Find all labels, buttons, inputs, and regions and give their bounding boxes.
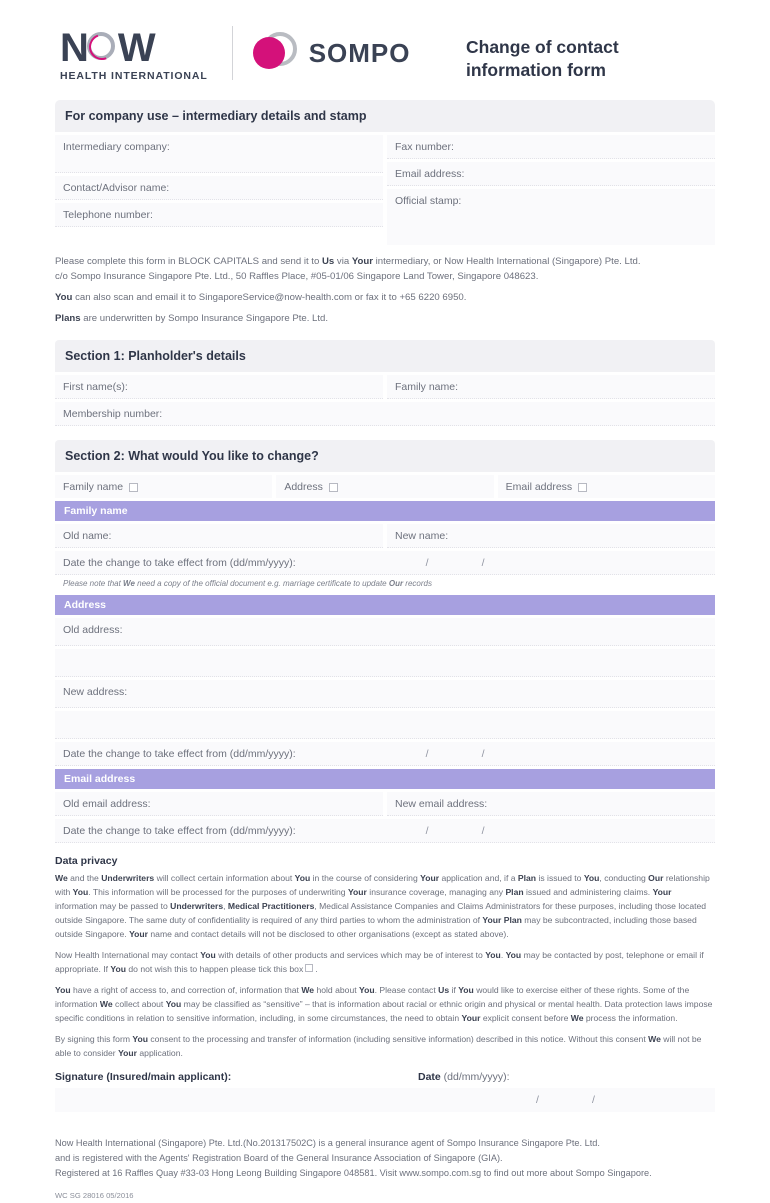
contact-advisor-name-field[interactable]: Contact/Advisor name: bbox=[55, 176, 383, 200]
email-date-field[interactable] bbox=[55, 819, 715, 843]
family-name-note bbox=[55, 575, 715, 592]
sompo-circle-icon bbox=[253, 31, 297, 75]
section-header-planholder-details: Section 1: Planholder's details bbox=[55, 340, 715, 372]
privacy-paragraph-3: You have a right of access to, and correction of, information that We hold about You. Please contact Us if You would like to exercise either of these rights. Some of the information We collect about You may be classified as “sensitive” – that is information about racial or ethnic origin and physical or mental health. Data protection laws impose specific conditions in relation to sensitive information, including, in some circumstances, the need to obtain Your explicit consent before We process the information. bbox=[55, 984, 713, 1023]
vertical-divider-icon bbox=[232, 26, 233, 80]
fax-number-field[interactable]: Fax number: bbox=[387, 135, 715, 159]
family-name-field[interactable]: Family name: bbox=[387, 375, 715, 399]
privacy-body bbox=[55, 872, 715, 1060]
old-address-field[interactable]: Old address: bbox=[55, 618, 715, 646]
new-address-field-line2[interactable] bbox=[55, 711, 715, 739]
official-stamp-field[interactable]: Official stamp: bbox=[387, 189, 715, 245]
now-ring-icon bbox=[86, 31, 120, 65]
privacy-paragraph-1: We and the Underwriters will collect certain information about You in the course of considering Your application and, if a Plan is issued to You, conducting Our relationship with You. This information will be processed for the purposes of underwriting Your insurance coverage, managing any Plan issued and administering claims. Your information may be passed to Underwriters, Medical Practitioners, Medical Assistance Companies and Claims Administrators for these purposes, including those located outside Singapore. The same duty of confidentiality is required of any third parties to whom the administration of Your Plan may be subcontracted, including those based outside Singapore. Your name and contact details will not be disclosed to other organisations (except as stated above). bbox=[55, 873, 710, 940]
page-footer bbox=[55, 1136, 715, 1203]
footer-reference-code: WC SG 28016 05/2016 bbox=[55, 1191, 134, 1201]
new-email-address-field[interactable]: New email address: bbox=[387, 792, 715, 816]
sompo-logo bbox=[253, 31, 411, 75]
page-title bbox=[466, 24, 716, 82]
date-slash-2: / bbox=[481, 557, 485, 570]
date-slash-1: / bbox=[425, 748, 429, 761]
instr-p1-e: intermediary, or Now Health International (Singapore) Pte. Ltd. bbox=[373, 256, 641, 267]
footer-line-2: and is registered with the Agents' Registration Board of the General Insurance Association of Singapore (GIA). bbox=[55, 1152, 503, 1163]
signature-header bbox=[55, 1071, 715, 1083]
family-name-names-row bbox=[55, 524, 715, 548]
opt-out-checkbox-icon[interactable] bbox=[305, 964, 313, 972]
section1-row-names bbox=[55, 375, 715, 399]
signature-date-label: Date bbox=[418, 1070, 441, 1083]
option-email-address[interactable] bbox=[498, 475, 715, 498]
fn-note-e: records bbox=[403, 579, 432, 589]
section-header-what-to-change: Section 2: What would You like to change? bbox=[55, 440, 715, 472]
address-date-slashes bbox=[426, 748, 538, 760]
email-address-field[interactable]: Email address: bbox=[387, 162, 715, 186]
instr-p1-f: c/o Sompo Insurance Singapore Pte. Ltd., 50 Raffles Place, #05-01/06 Singapore Land Tower, Singapore 048623. bbox=[55, 270, 539, 282]
privacy-paragraph-2 bbox=[55, 949, 715, 977]
option-address[interactable] bbox=[276, 475, 493, 498]
old-name-field[interactable]: Old name: bbox=[55, 524, 383, 548]
signature-input-row bbox=[55, 1088, 715, 1112]
email-date-row bbox=[55, 819, 715, 843]
family-name-date-row bbox=[55, 551, 715, 575]
telephone-number-field[interactable]: Telephone number: bbox=[55, 203, 383, 227]
checkbox-family-name-icon[interactable] bbox=[129, 483, 138, 492]
now-tagline: HEALTH INTERNATIONAL bbox=[60, 70, 208, 82]
instr-p1-d: Your bbox=[351, 256, 373, 267]
membership-number-field[interactable]: Membership number: bbox=[55, 402, 715, 426]
date-slash-2: / bbox=[481, 748, 485, 761]
signature-label: Signature (Insured/main applicant): bbox=[55, 1070, 232, 1083]
new-name-field[interactable]: New name: bbox=[387, 524, 715, 548]
instructions-paragraph-2 bbox=[55, 291, 715, 306]
checkbox-address-icon[interactable] bbox=[329, 483, 338, 492]
instr-p2-b: can also scan and email it to SingaporeService@now-health.com or fax it to +65 6220 6950. bbox=[72, 291, 467, 303]
logo-zone bbox=[60, 24, 410, 82]
subsection-band-address: Address bbox=[55, 595, 715, 615]
old-address-row-blank bbox=[55, 649, 715, 677]
section1-row-membership bbox=[55, 402, 715, 426]
date-slash-1: / bbox=[425, 557, 429, 570]
privacy-p2-text: Now Health International may contact You with details of other products and services which may be of interest to You. You may be contacted by post, telephone or email if appropriate. If You do not wish this to happen please tick this box bbox=[55, 950, 704, 974]
instr-p1-c: via bbox=[334, 256, 352, 267]
option-email-address-label: Email address bbox=[505, 481, 573, 494]
now-wordmark bbox=[60, 28, 155, 68]
fn-note-d: Our bbox=[388, 579, 404, 589]
privacy-heading: Data privacy bbox=[55, 855, 118, 868]
now-letter-n: N bbox=[60, 26, 88, 70]
now-letter-w: W bbox=[117, 26, 155, 70]
footer-line-1: Now Health International (Singapore) Pte. Ltd.(No.201317502C) is a general insurance agent of Sompo Insurance Singapore Pte. Ltd. bbox=[55, 1137, 600, 1148]
old-email-address-field[interactable]: Old email address: bbox=[55, 792, 383, 816]
fn-note-a: Please note that bbox=[63, 579, 124, 589]
page-header bbox=[0, 0, 770, 86]
signature-date-format: (dd/mm/yyyy): bbox=[440, 1070, 510, 1083]
new-address-field[interactable]: New address: bbox=[55, 680, 715, 708]
date-slash-1: / bbox=[536, 1093, 539, 1106]
email-addresses-row bbox=[55, 792, 715, 816]
family-name-date-slashes bbox=[426, 557, 538, 569]
footer-line-3: Registered at 16 Raffles Quay #33-03 Hong Leong Building Singapore 048581. Visit www.sompo.com.sg to find out more about Sompo Singapore. bbox=[55, 1167, 652, 1178]
page-title-line2: information form bbox=[466, 60, 606, 81]
page-title-line1: Change of contact bbox=[466, 37, 619, 57]
instr-p1-a: Please complete this form in BLOCK CAPITALS and send it to bbox=[55, 256, 322, 267]
family-name-date-label: Date the change to take effect from (dd/mm/yyyy): bbox=[63, 557, 296, 570]
signature-input[interactable] bbox=[55, 1088, 418, 1112]
privacy-paragraph-4: By signing this form You consent to the processing and transfer of information (including sensitive information) described in this notice. Without this consent We will not be able to consider Your application. bbox=[55, 1033, 702, 1058]
fn-note-b: We bbox=[123, 579, 135, 589]
instr-p2-a: You bbox=[55, 291, 73, 303]
instr-p1-b: Us bbox=[321, 256, 335, 267]
new-address-row bbox=[55, 680, 715, 708]
form-content bbox=[0, 100, 770, 1203]
fn-note-c: need a copy of the official document e.g. marriage certificate to update bbox=[134, 579, 389, 589]
section-header-company-use: For company use – intermediary details and stamp bbox=[55, 100, 715, 132]
new-address-row-blank bbox=[55, 711, 715, 739]
company-use-right-column bbox=[387, 135, 715, 245]
subsection-band-family-name: Family name bbox=[55, 501, 715, 521]
date-slash-1: / bbox=[425, 825, 429, 838]
old-address-row bbox=[55, 618, 715, 646]
date-slash-2: / bbox=[592, 1093, 595, 1106]
email-date-slashes bbox=[426, 825, 538, 837]
intermediary-company-field[interactable]: Intermediary company: bbox=[55, 135, 383, 173]
company-use-grid bbox=[55, 135, 715, 245]
company-use-left-column bbox=[55, 135, 383, 245]
signature-date-header bbox=[418, 1071, 715, 1083]
instructions-paragraph-1 bbox=[55, 255, 715, 285]
option-family-name[interactable] bbox=[55, 475, 272, 498]
first-names-field[interactable]: First name(s): bbox=[55, 375, 383, 399]
address-date-label: Date the change to take effect from (dd/mm/yyyy): bbox=[63, 748, 296, 761]
option-address-label: Address bbox=[284, 481, 323, 494]
address-date-field[interactable] bbox=[55, 742, 715, 766]
subsection-band-email-address: Email address bbox=[55, 769, 715, 789]
address-date-row bbox=[55, 742, 715, 766]
checkbox-email-address-icon[interactable] bbox=[578, 483, 587, 492]
option-family-name-label: Family name bbox=[63, 481, 124, 494]
now-health-logo bbox=[60, 24, 208, 82]
instr-p3-b: are underwritten by Sompo Insurance Singapore Pte. Ltd. bbox=[80, 312, 329, 324]
instr-p3-a: Plans bbox=[55, 312, 81, 324]
date-slash-2: / bbox=[481, 825, 485, 838]
instructions-paragraph-3 bbox=[55, 312, 715, 327]
change-options-row bbox=[55, 475, 715, 498]
signature-date-input[interactable] bbox=[418, 1088, 715, 1112]
old-address-field-line2[interactable] bbox=[55, 649, 715, 677]
family-name-date-field[interactable] bbox=[55, 551, 715, 575]
privacy-p2-tail: . bbox=[315, 963, 318, 974]
sompo-wordmark: SOMPO bbox=[308, 37, 411, 68]
email-date-label: Date the change to take effect from (dd/mm/yyyy): bbox=[63, 825, 296, 838]
instructions-block bbox=[55, 255, 715, 326]
